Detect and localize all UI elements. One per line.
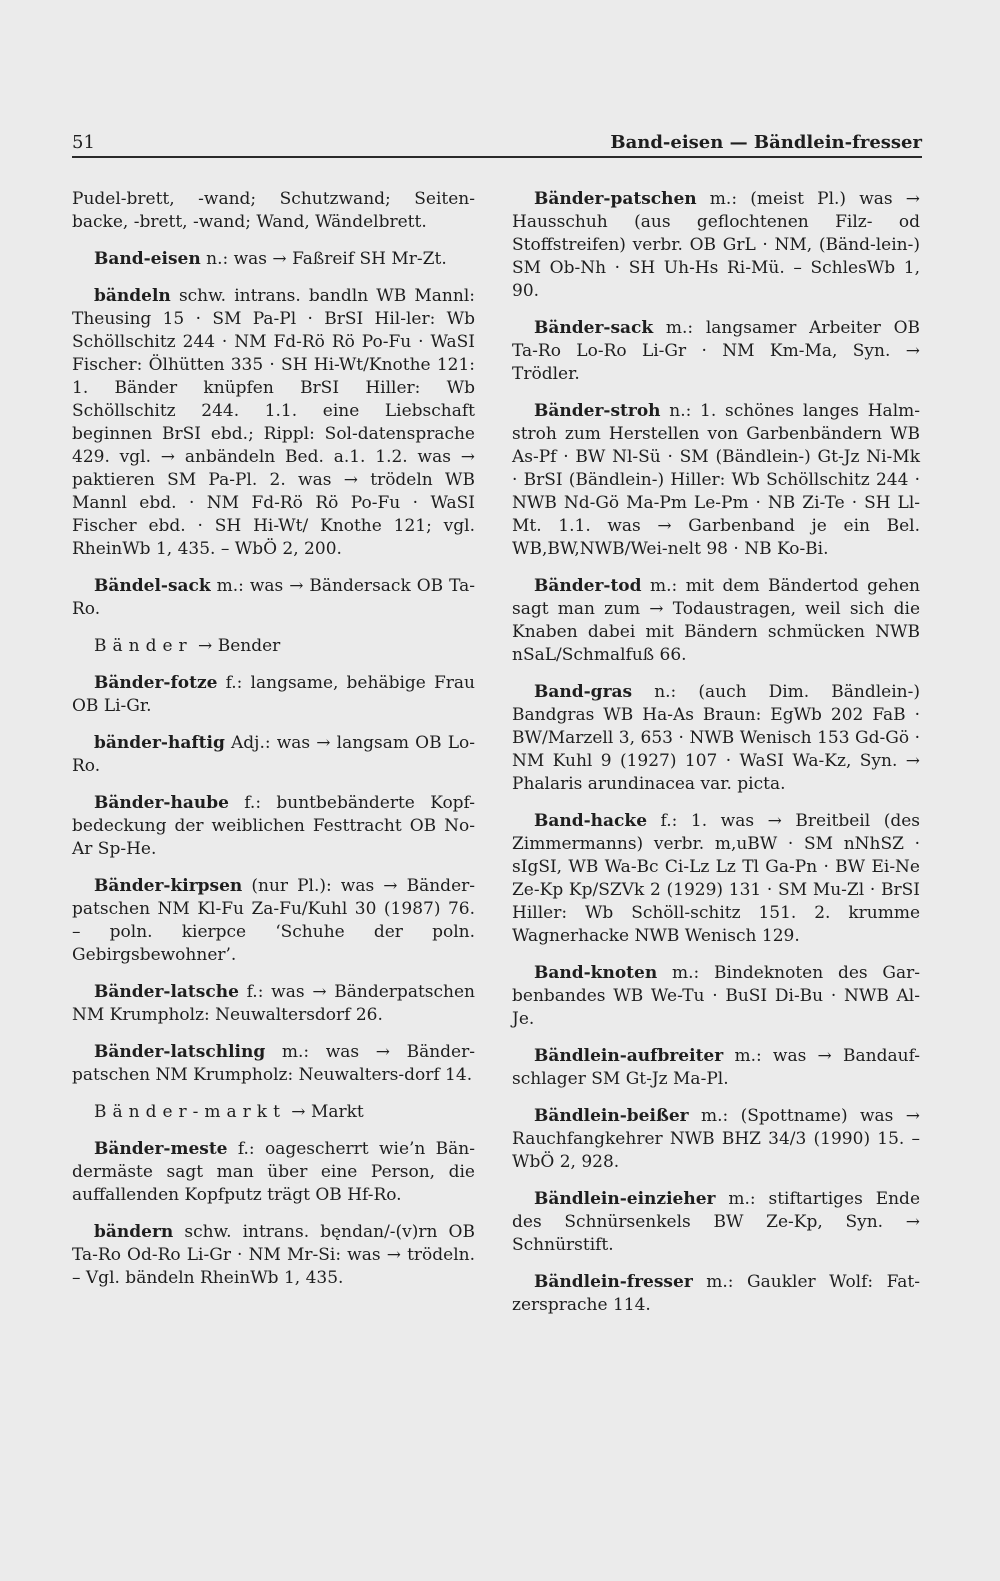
running-title: Band-eisen — Bändlein-fresser	[610, 132, 922, 153]
page-number: 51	[72, 132, 95, 153]
entry	[512, 1271, 920, 1317]
entry	[72, 732, 475, 778]
headword: Bändel-sack	[94, 576, 211, 596]
entry-text: f.: oagescherrt wie’n Bän-dermäste sagt man über eine Person, die auffallenden Kopfputz trägt OB Hf-Ro.	[72, 1139, 475, 1205]
headword: Band-hacke	[534, 811, 648, 831]
entry-text: m.: (meist Pl.) was → Hausschuh (aus geflochtenen Filz- od Stoffstreifen) verbr. OB GrL · NM, (Bänd-lein-) SM Ob-Nh · SH Uh-Hs Ri-Mü. – SchlesWb 1, 90.	[512, 189, 920, 301]
headword: Bänder-latschling	[94, 1042, 266, 1062]
entry	[72, 875, 475, 967]
page-header	[72, 131, 922, 155]
entry-text: f.: buntbebänderte Kopf-bedeckung der weiblichen Festtracht OB No-Ar Sp-He.	[72, 793, 475, 859]
headword: bändeln	[94, 286, 171, 306]
headword: Bänder-latsche	[94, 982, 239, 1002]
entry-text: m.: was → Bandauf-schlager SM Gt-Jz Ma-Pl.	[512, 1046, 920, 1089]
entry-text: m.: langsamer Arbeiter OB Ta-Ro Lo-Ro Li-Gr · NM Km-Ma, Syn. → Trödler.	[512, 318, 920, 384]
entry-text: m.: stiftartiges Ende des Schnürsenkels BW Ze-Kp, Syn. → Schnürstift.	[512, 1189, 920, 1255]
headword: Bänder-tod	[534, 576, 642, 596]
headword: Bändlein-aufbreiter	[534, 1046, 724, 1066]
entry	[512, 400, 920, 561]
entry	[512, 810, 920, 948]
headword: bänder-haftig	[94, 733, 225, 753]
headword: Bändlein-beißer	[534, 1106, 689, 1126]
entry	[72, 1138, 475, 1207]
headword: Band-eisen	[94, 249, 201, 269]
headword: Bändlein-einzieher	[534, 1189, 716, 1209]
headword: Bänder-patschen	[534, 189, 697, 209]
entry	[512, 1045, 920, 1091]
entry	[512, 962, 920, 1031]
entry-text: m.: Gaukler Wolf: Fat-zersprache 114.	[512, 1272, 920, 1315]
reference-target: → Bender	[192, 636, 281, 656]
entry	[72, 285, 475, 561]
headword: Band-gras	[534, 682, 633, 702]
entry-text: m.: mit dem Bändertod gehen sagt man zum → Todaustragen, weil sich die Knaben dabei mit Bändern schmücken NWB nSaL/Schmalfuß 66.	[512, 576, 920, 665]
entry-text: f.: 1. was → Breitbeil (des Zimmermanns) verbr. m,uBW · SM nNhSZ · sIgSI, WB Wa-Bc Ci-Lz Lz Tl Ga-Pn · BW Ei-Ne Ze-Kp Kp/SZVk 2 (1929) 131 · SM Mu-Zl · BrSI Hiller: Wb Schöll-schitz 151. 2. krumme Wagnerhacke NWB Wenisch 129.	[512, 811, 920, 946]
entry-continuation	[72, 188, 475, 234]
entry	[72, 792, 475, 861]
entry-text: n.: 1. schönes langes Halm-stroh zum Herstellen von Garbenbändern WB As-Pf · BW Nl-Sü · SM (Bändlein-) Gt-Jz Ni-Mk · BrSI (Bändlein-) Hiller: Wb Schöllschitz 244 · NWB Nd-Gö Ma-Pm Le-Pm · NB Zi-Te · SH Ll-Mt. 1.1. was → Garbenband je ein Bel. WB,BW,NWB/Wei-nelt 98 · NB Ko-Bi.	[512, 401, 920, 559]
entry	[72, 672, 475, 718]
right-column	[512, 188, 920, 1331]
headword: bändern	[94, 1222, 174, 1242]
entry	[512, 317, 920, 386]
entry-text: (nur Pl.): was → Bänder-patschen NM Kl-Fu Za-Fu/Kuhl 30 (1987) 76. – poln. kierpce ‘Schuhe der poln. Gebirgsbewohner’.	[72, 876, 475, 965]
entry	[72, 248, 475, 271]
headword: Band-knoten	[534, 963, 658, 983]
headword: Bänder-haube	[94, 793, 229, 813]
entry-text: f.: was → Bänderpatschen NM Krumpholz: Neuwaltersdorf 26.	[72, 982, 475, 1025]
entry-text: n.: (auch Dim. Bändlein-) Bandgras WB Ha-As Braun: EgWb 202 FaB · BW/Marzell 3, 653 · NWB Wenisch 153 Gd-Gö · NM Kuhl 9 (1927) 107 · WaSI Wa-Kz, Syn. → Phalaris arundinacea var. picta.	[512, 682, 920, 794]
entry	[72, 575, 475, 621]
headword: Bänder-meste	[94, 1139, 228, 1159]
reference-word: Bänder	[94, 636, 193, 656]
cross-reference	[72, 1101, 475, 1124]
headword: Bänder-fotze	[94, 673, 218, 693]
headword: Bänder-sack	[534, 318, 654, 338]
header-rule	[72, 156, 922, 158]
entry-text: m.: Bindeknoten des Gar-benbandes WB We-Tu · BuSI Di-Bu · NWB Al-Je.	[512, 963, 920, 1029]
entry	[512, 575, 920, 667]
entry	[512, 1105, 920, 1174]
headword: Bändlein-fresser	[534, 1272, 693, 1292]
entry	[512, 1188, 920, 1257]
headword: Bänder-stroh	[534, 401, 661, 421]
entry-text: schw. intrans. bandln WB Mannl: Theusing 15 · SM Pa-Pl · BrSI Hil-ler: Wb Schöllschitz 244 · NM Fd-Rö Rö Po-Fu · WaSI Fischer: Ölhütten 335 · SH Hi-Wt/Knothe 121: 1. Bänder knüpfen BrSI Hiller: Wb Schöllschitz 244. 1.1. eine Liebschaft beginnen BrSI ebd.; Rippl: Sol-datensprache 429. vgl. → anbändeln Bed. a.1. 1.2. was → paktieren SM Pa-Pl. 2. was → trödeln WB Mannl ebd. · NM Fd-Rö Rö Po-Fu · WaSI Fischer ebd. · SH Hi-Wt/ Knothe 121; vgl. RheinWb 1, 435. – WbÖ 2, 200.	[72, 286, 475, 559]
entry	[512, 681, 920, 796]
entry	[72, 1041, 475, 1087]
reference-target: → Markt	[285, 1102, 364, 1122]
entry-text: n.: was → Faßreif SH Mr-Zt.	[200, 249, 447, 269]
entry	[512, 188, 920, 303]
entry	[72, 1221, 475, 1290]
entry-text: schw. intrans. bęndan/-(v)rn OB Ta-Ro Od-Ro Li-Gr · NM Mr-Si: was → trödeln. – Vgl. bändeln RheinWb 1, 435.	[72, 1222, 475, 1288]
entry-text: m.: was → Bändersack OB Ta-Ro.	[72, 576, 475, 619]
entry-text: f.: langsame, behäbige Frau OB Li-Gr.	[72, 673, 475, 716]
reference-word: Bänder-markt	[94, 1102, 286, 1122]
cross-reference	[72, 635, 475, 658]
entry-text: m.: (Spottname) was → Rauchfangkehrer NWB BHZ 34/3 (1990) 15. – WbÖ 2, 928.	[512, 1106, 920, 1172]
headword: Bänder-kirpsen	[94, 876, 243, 896]
entry	[72, 981, 475, 1027]
left-column	[72, 188, 475, 1304]
entry-text: Pudel-brett, -wand; Schutzwand; Seiten-backe, -brett, -wand; Wand, Wändelbrett.	[72, 189, 475, 232]
entry-text: Adj.: was → langsam OB Lo-Ro.	[72, 733, 475, 776]
entry-text: m.: was → Bänder-patschen NM Krumpholz: Neuwalters-dorf 14.	[72, 1042, 475, 1085]
